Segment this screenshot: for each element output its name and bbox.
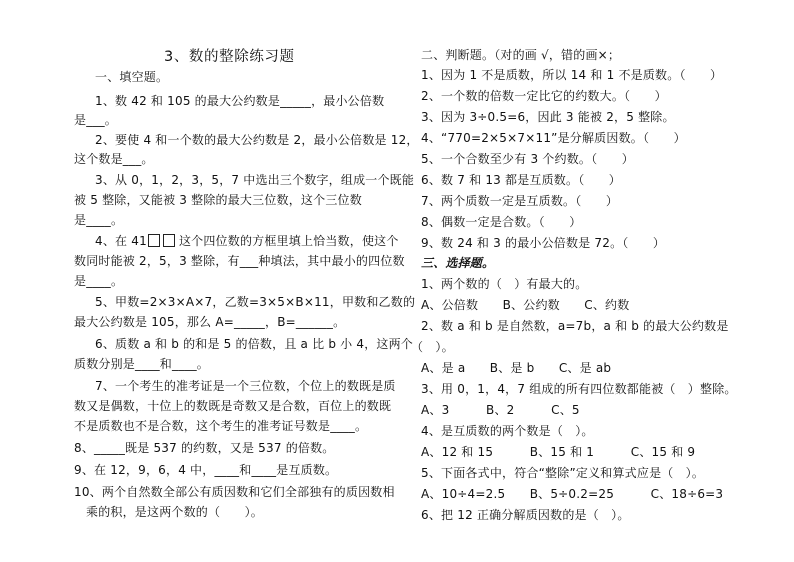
choice-q2-options: A、是 a B、是 b C、是 ab xyxy=(421,361,612,375)
choice-q3: 3、用 0，1，4，7 组成的所有四位数都能被（ ）整除。 xyxy=(421,382,737,396)
fill-q5-line1: 5、甲数=2×3×A×7，乙数=3×5×B×11，甲数和乙数的 xyxy=(95,295,416,309)
fill-q4-rest: 这个四位数的方框里填上恰当数，使这个 xyxy=(178,234,399,248)
judge-q4: 4、“770=2×5×7×11”是分解质因数。（ ） xyxy=(421,131,686,145)
section-choice-heading: 三、选择题。 xyxy=(421,256,495,270)
fill-q7-line3: 不是质数也不是合数，这个考生的准考证号数是____。 xyxy=(74,419,368,433)
digit-box-1[interactable] xyxy=(148,234,160,247)
digit-box-2[interactable] xyxy=(163,234,175,247)
judge-q7: 7、两个质数一定是互质数。（ ） xyxy=(421,194,619,208)
choice-q2-line1: 2、数 a 和 b 是自然数，a=7b，a 和 b 的最大公约数是 xyxy=(421,319,729,333)
choice-q3-options: A、3 B、2 C、5 xyxy=(421,403,580,417)
fill-q6-line2: 质数分别是____和____。 xyxy=(74,357,210,371)
section-judge-heading: 二、判断题。（对的画 √，错的画×； xyxy=(421,48,621,62)
fill-q2-line1: 2、要使 4 和一个数的最大公约数是 2，最小公倍数是 12， xyxy=(95,133,419,147)
judge-q6: 6、数 7 和 13 都是互质数。（ ） xyxy=(421,173,621,187)
choice-q6: 6、把 12 正确分解质因数的是（ ）。 xyxy=(421,508,630,522)
judge-q9: 9、数 24 和 3 的最小公倍数是 72。（ ） xyxy=(421,236,666,250)
fill-q4-prefix: 4、在 41 xyxy=(95,234,147,248)
choice-q5: 5、下面各式中，符合“整除”定义和算式应是（ ）。 xyxy=(421,466,705,480)
fill-q4-line1 xyxy=(95,234,399,248)
fill-q2-line2: 这个数是___。 xyxy=(74,152,154,166)
choice-q4: 4、是互质数的两个数是（ ）。 xyxy=(421,424,594,438)
fill-q3-line2: 被 5 整除，又能被 3 整除的最大三位数，这个三位数 xyxy=(74,193,362,207)
judge-q8: 8、偶数一定是合数。（ ） xyxy=(421,215,582,229)
fill-q5-line2: 最大公约数是 105，那么 A=_____，B=______。 xyxy=(74,315,346,329)
fill-q3-line3: 是____。 xyxy=(74,213,124,227)
fill-q4-line2: 数同时能被 2，5，3 整除，有___种填法，其中最小的四位数 xyxy=(74,254,405,268)
fill-q10-line1: 10、两个自然数全部公有质因数和它们全部独有的质因数相 xyxy=(74,485,395,499)
fill-q7-line1: 7、一个考生的准考证是一个三位数，个位上的数既是质 xyxy=(95,379,396,393)
fill-q1-line2: 是___。 xyxy=(74,113,118,127)
choice-q2-line2: （ ）。 xyxy=(411,340,454,354)
choice-q5-options: A、10÷4=2.5 B、5÷0.2=25 C、18÷6=3 xyxy=(421,487,724,501)
fill-q9: 9、在 12，9，6，4 中，____和____是互质数。 xyxy=(74,463,338,477)
fill-q6-line1: 6、质数 a 和 b 的和是 5 的倍数，且 a 比 b 小 4，这两个 xyxy=(95,337,414,351)
judge-q1: 1、因为 1 不是质数，所以 14 和 1 不是质数。（ ） xyxy=(421,68,723,82)
fill-q10-line2: 乘的积，是这两个数的（ ）。 xyxy=(86,505,264,519)
judge-q3: 3、因为 3÷0.5=6，因此 3 能被 2，5 整除。 xyxy=(421,110,675,124)
fill-q3-line1: 3、从 0，1，2，3，5，7 中选出三个数字，组成一个既能 xyxy=(95,173,415,187)
choice-q1-options: A、公倍数 B、公约数 C、约数 xyxy=(421,298,630,312)
fill-q1-line1: 1、数 42 和 105 的最大公约数是_____，最小公倍数 xyxy=(95,94,385,108)
judge-q5: 5、一个合数至少有 3 个约数。（ ） xyxy=(421,152,634,166)
fill-q7-line2: 数又是偶数，十位上的数既是奇数又是合数，百位上的数既 xyxy=(74,399,392,413)
section-fill-in-heading: 一、填空题。 xyxy=(95,70,169,84)
judge-q2: 2、一个数的倍数一定比它的约数大。（ ） xyxy=(421,89,667,103)
choice-q4-options: A、12 和 15 B、15 和 1 C、15 和 9 xyxy=(421,445,696,459)
choice-q1: 1、两个数的（ ）有最大的。 xyxy=(421,277,588,291)
fill-q8: 8、_____既是 537 的约数，又是 537 的倍数。 xyxy=(74,441,335,455)
fill-q4-line3: 是____。 xyxy=(74,274,124,288)
page-title: 3、数的整除练习题 xyxy=(164,49,295,65)
